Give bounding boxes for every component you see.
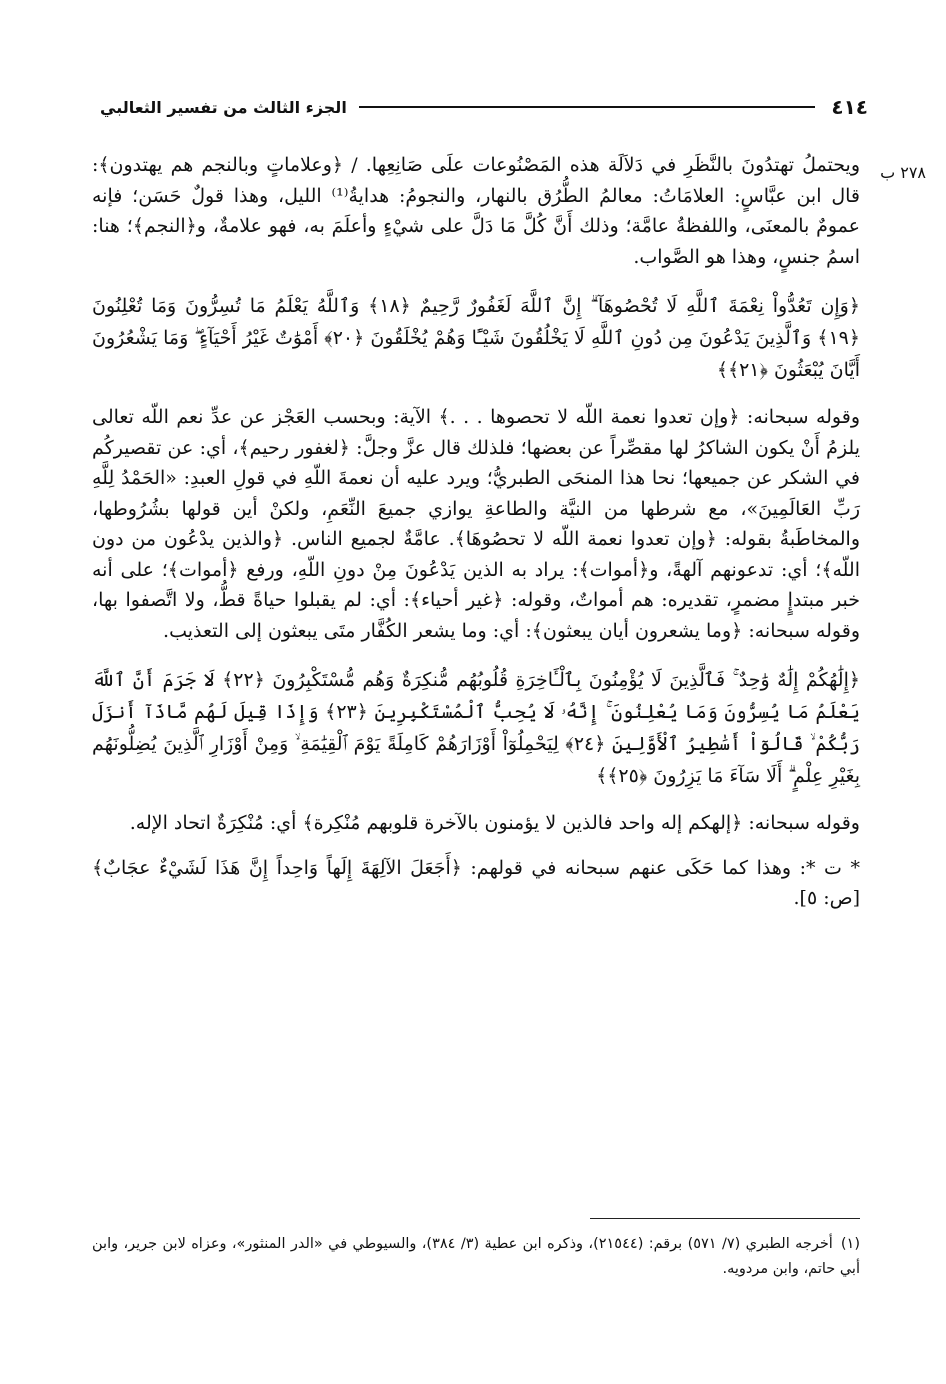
footnote-number: (١) [840,1236,860,1252]
page-header [100,92,868,122]
folio-margin-note: ٢٧٨ ب [880,163,926,182]
footnote-divider [590,1218,860,1219]
paragraph-blessings-commentary: وقوله سبحانه: ﴿وإن تعدوا نعمة اللّه لا تحصوها . . .﴾ الآية: وبحسب العَجْز عن عدِّ نعم اللّه تعالى يلزمُ أَنْ يكون الشاكرُ لها مقصِّراً عن بعضها؛ فلذلك قال عزَّ وجلَّ: ﴿لغفور رحيم﴾، أي: عن تقصيركُم في الشكر عن جميعها؛ نحا هذا المنحَى الطبريُّ؛ ويرد عليه أن نعمةَ اللّهِ في قولِ العبدِ: «الحَمْدُ لِلَّهِ رَبِّ العَالَمِينَ»، مع شرطها من النيَّة والطاعةِ يوازي جميعَ النِّعَمِ، ولكنْ أين قولها بشُرُوطها، والمخاطَبةُ بقوله: ﴿وإن تعدوا نعمة اللّه لا تحصُوهَا﴾. عامَّةٌ لجميع الناس. ﴿والذين يدْعُون من دون اللّه﴾؛ أي: تدعونهم آلهةً، و﴿أموات﴾: يراد به الذين يَدْعُونَ مِنْ دونِ اللّهِ، ورفع ﴿أموات﴾؛ على أنه خبر مبتدإٍ مضمرٍ، تقديره: هم أمواتٌ، وقوله: ﴿غير أحياء﴾: أي: لم يقبلوا حياةً قطُّ، ولا اتَّصفوا بها، وقوله سبحانه: ﴿وما يشعرون أيان يبعثون﴾: أي: وما يشعر الكُفَّار متَى يبعثون إلى التعذيب. [92,406,860,642]
paragraph-note-t: * ت *: وهذا كما حَكَى عنهم سبحانه في قولهم: ﴿أَجَعَلَ الآلِهَةَ إِلَهاً وَاحِداً إِنَّ هَذَا لَشَيْءٌ عجَابٌ﴾ [ص: ٥]. [92,856,860,909]
quran-verse-block-2: ﴿إِلَٰهُكُمْ إِلَٰهٌ وَٰحِدٌ ۚ فَٱلَّذِينَ لَا يُؤْمِنُونَ بِٱلْـَٔاخِرَةِ قُلُوبُهُم مُّنكِرَةٌ وَهُم مُّسْتَكْبِرُونَ ﴿٢٢﴾ لَا جَرَمَ أَنَّ ٱللَّهَ يَعْلَمُ مَا يُسِرُّونَ وَمَا يُعْلِنُونَ ۚ إِنَّهُۥ لَا يُحِبُّ ٱلْمُسْتَكْبِرِينَ ﴿٢٣﴾ وَإِذَا قِيلَ لَهُم مَّاذَآ أَنزَلَ رَبُّكُمْ ۙ قَالُوٓاْ أَسَٰطِيرُ ٱلْأَوَّلِينَ ﴿٢٤﴾ لِيَحْمِلُوٓاْ أَوْزَارَهُمْ كَامِلَةً يَوْمَ ٱلْقِيَٰمَةِ ۙ وَمِنْ أَوْزَارِ ٱلَّذِينَ يُضِلُّونَهُم بِغَيْرِ عِلْمٍ ۗ أَلَا سَآءَ مَا يَزِرُونَ ﴿٢٥﴾﴾ [92,669,860,787]
footnote-text: أخرجه الطبري (٧/ ٥٧١) برقم: (٢١٥٤٤)، وذكره ابن عطية (٣/ ٣٨٤)، والسيوطي في «الدر المنثور»، وعزاه لابن جرير، وابن أبي حاتم، وابن مردويه. [92,1236,860,1277]
page-number: ٤١٤ [831,95,868,119]
running-title: الجزء الثالث من تفسير الثعالبي [100,97,347,117]
quran-verse-block-1: ﴿وَإِن تَعُدُّواْ نِعْمَةَ ٱللَّهِ لَا تُحْصُوهَآ ۗ إِنَّ ٱللَّهَ لَغَفُورٌ رَّحِيمٌ ﴿١٨﴾ وَٱللَّهُ يَعْلَمُ مَا تُسِرُّونَ وَمَا تُعْلِنُونَ ﴿١٩﴾ وَٱلَّذِينَ يَدْعُونَ مِن دُونِ ٱللَّهِ لَا يَخْلُقُونَ شَيْـًٔا وَهُمْ يُخْلَقُونَ ﴿٢٠﴾ أَمْوَٰتٌ غَيْرُ أَحْيَآءٍ ۖ وَمَا يَشْعُرُونَ أَيَّانَ يُبْعَثُونَ ﴿٢١﴾﴾ [92,295,860,381]
main-text [92,150,860,928]
footnotes [92,1232,860,1282]
paragraph-one-god-commentary: وقوله سبحانه: ﴿إلهكم إله واحد فالذين لا يؤمنون بالآخرة قلوبهم مُنْكِرة﴾ أي: مُنْكِرَةٌ اتحاد الإله. [129,812,860,834]
paragraph-signs: ويحتملُ تهتدُونَ بالنَّظَرِ في دَلاَلَة هذه المَصْنُوعات علَى صَانِعِها. / ﴿وعلاماتٍ وبالنجم هم يهتدون﴾: قال ابن عبَّاسٍ: العلامَاتُ: معالمُ الطُّرُق بالنهار، والنجومُ: هدايةُ⁽¹⁾ الليل، وهذا قولٌ حَسَن؛ فإنه عمومٌ بالمعنَى، واللفظةُ عامَّة؛ وذلك أَنَّ كُلَّ مَا دَلَّ على شيْءٍ وأعلَمَ به، فهو علامةٌ، و﴿النجم﴾؛ هنا: اسمُ جنسٍ، وهذا هو الصَّواب. [92,154,860,268]
header-rule [359,106,816,108]
footnote-item [92,1232,860,1282]
